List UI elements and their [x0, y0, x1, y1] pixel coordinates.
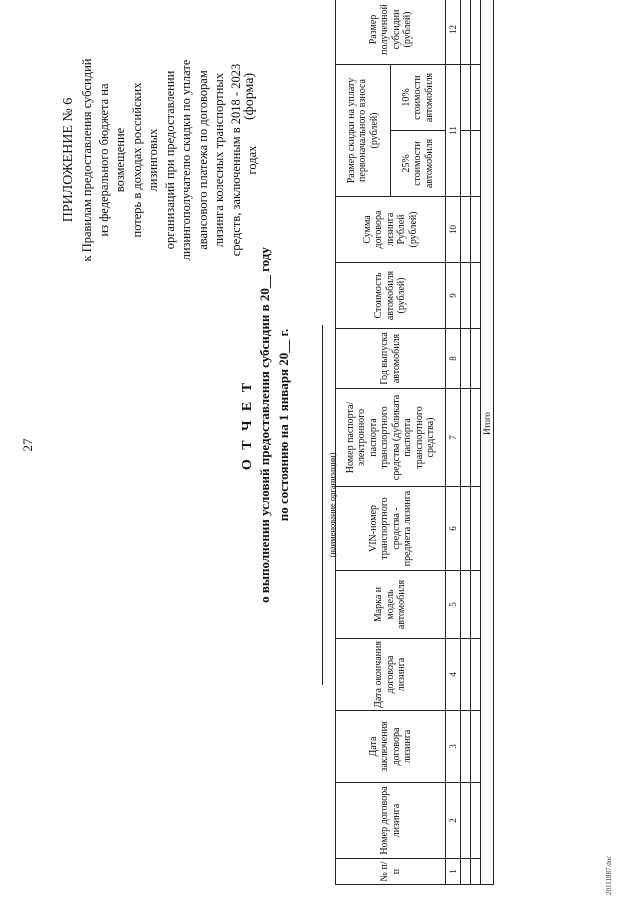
column-number: 4: [446, 639, 461, 711]
header-cell: Дата окончания договора лизинга: [336, 639, 446, 711]
organization-caption: (наименование организации): [327, 452, 337, 558]
header-cell: № п/п: [336, 859, 446, 885]
appendix-line: к Правилам предоставления субсидий: [80, 58, 95, 262]
header-cell: Марка и модель автомобиля: [336, 571, 446, 639]
page-number: 27: [20, 438, 35, 452]
appendix-heading: ПРИЛОЖЕНИЕ № 6: [61, 97, 76, 223]
column-number: 6: [446, 487, 461, 571]
report-title: О Т Ч Е Т: [240, 379, 255, 471]
column-number: 7: [446, 389, 461, 487]
column-number: 5: [446, 571, 461, 639]
organization-name-line: [322, 325, 323, 685]
appendix-line: лизинга колесных транспортных: [212, 72, 227, 248]
header-cell: VIN-номер транспортного средства - предмета лизинга: [336, 487, 446, 571]
appendix-line: авансового платежа по договорам: [195, 70, 210, 250]
report-table: [335, 0, 494, 885]
column-number: 3: [446, 711, 461, 783]
appendix-line: лизингополучателю скидки по уплате: [179, 59, 194, 261]
header-group-cell: Размер скидки на уплату первоначального взноса (рублей): [336, 64, 391, 196]
column-number: 2: [446, 783, 461, 859]
appendix-line: из федерального бюджета на возмещение: [96, 83, 128, 237]
appendix-line: потерь в доходах российских лизинговых: [129, 82, 161, 238]
header-cell: Год выпуска автомобиля: [336, 329, 446, 389]
header-subcell: 25% стоимости автомобиля: [391, 131, 446, 197]
header-cell: Дата заключения договора лизинга: [336, 711, 446, 783]
header-cell: Номер договора лизинга: [336, 783, 446, 859]
total-label: Итого: [481, 0, 494, 885]
column-number: 1: [446, 859, 461, 885]
column-number-row: [446, 0, 461, 885]
appendix-line: средств, заключенным в 2018 - 2023 годах: [228, 63, 260, 257]
column-number: 10: [446, 197, 461, 263]
header-subcell: 10% стоимости автомобиля: [391, 64, 446, 130]
report-title-block: [240, 145, 294, 705]
header-row: [336, 0, 391, 885]
header-cell: Номер паспорта/ электронного паспорта транспортного средства (дубликата паспорта транспортного средства): [336, 389, 446, 487]
column-number: 12: [446, 0, 461, 64]
appendix-line: организаций при предоставлении: [162, 70, 177, 250]
document-id: 20111887.doc: [605, 855, 613, 895]
column-number: 8: [446, 329, 461, 389]
header-cell: Размер полученной субсидии (рублей): [336, 0, 446, 64]
column-number: 11: [446, 64, 461, 196]
report-subtitle-line1: о выполнении условий предоставления субсидии в 20__ году: [257, 247, 272, 603]
header-cell: Стоимость автомобиля (рублей): [336, 263, 446, 329]
appendix-block: [60, 55, 261, 265]
form-label: (форма): [242, 72, 257, 120]
total-row: [481, 0, 494, 885]
column-number: 9: [446, 263, 461, 329]
table-row: [471, 0, 481, 885]
table-row: [461, 0, 471, 885]
report-subtitle-line2: по состоянию на 1 января 20__ г.: [275, 328, 291, 522]
header-cell: Сумма договора лизинга Рублей (рублей): [336, 197, 446, 263]
